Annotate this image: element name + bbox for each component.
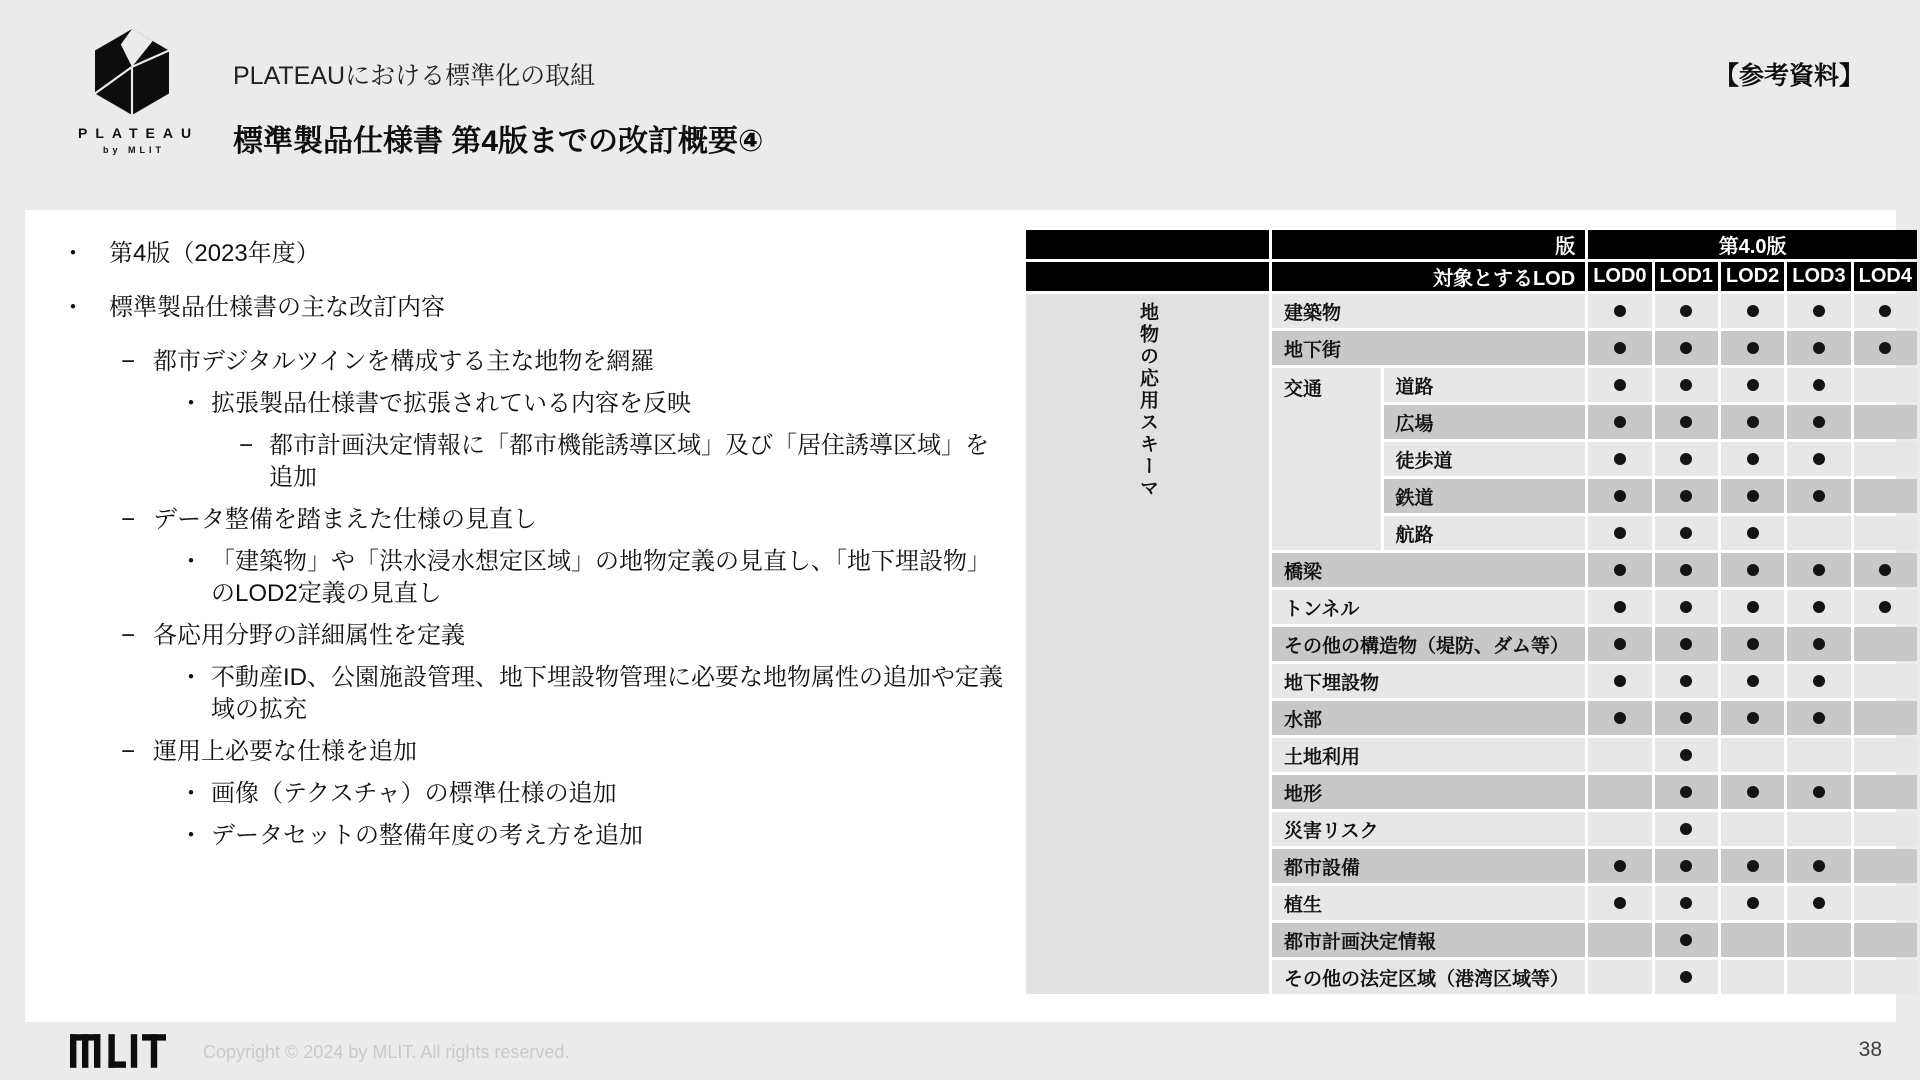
lod-dot: [1747, 564, 1759, 576]
lod-cell: [1655, 294, 1718, 328]
lod-dot: [1813, 490, 1825, 502]
lod-dot: [1680, 749, 1692, 761]
lod-cell: [1787, 812, 1850, 846]
lod-cell: [1588, 442, 1651, 476]
lod-cell: [1655, 886, 1718, 920]
lod-dot: [1747, 416, 1759, 428]
feature-label: 都市計画決定情報: [1272, 923, 1585, 957]
feature-label: 植生: [1272, 886, 1585, 920]
bullet-text: データセットの整備年度の考え方を追加: [211, 822, 643, 849]
lod-cell: [1588, 775, 1651, 809]
lod-cell: [1655, 849, 1718, 883]
lod-cell: [1655, 442, 1718, 476]
version-header-row: [1026, 230, 1917, 259]
lod-dot: [1813, 712, 1825, 724]
lod-dot: [1614, 416, 1626, 428]
lod-cell: [1787, 775, 1850, 809]
lod-cell: [1655, 812, 1718, 846]
lod-cell: [1854, 368, 1917, 402]
lod-dot: [1813, 860, 1825, 872]
bullet-text: 都市計画決定情報に「都市機能誘導区域」及び「居住誘導区域」を追加: [269, 432, 989, 491]
lod-cell: [1721, 812, 1784, 846]
lod-column-header: LOD4: [1854, 262, 1917, 291]
lod-cell: [1588, 479, 1651, 513]
lod-dot: [1747, 342, 1759, 354]
lod-dot: [1680, 897, 1692, 909]
lod-dot: [1680, 453, 1692, 465]
lod-cell: [1721, 664, 1784, 698]
lod-cell: [1721, 590, 1784, 624]
bullet-item: [55, 778, 1003, 810]
mlit-logo: [70, 1034, 166, 1073]
lod-dot: [1614, 638, 1626, 650]
lod-dot: [1680, 564, 1692, 576]
lod-dot: [1614, 453, 1626, 465]
lod-cell: [1721, 442, 1784, 476]
lod-cell: [1655, 738, 1718, 772]
lod-cell: [1854, 812, 1917, 846]
lod-cell: [1588, 664, 1651, 698]
lod-cell: [1588, 701, 1651, 735]
lod-cell: [1854, 701, 1917, 735]
lod-cell: [1854, 738, 1917, 772]
lod-dot: [1680, 823, 1692, 835]
lod-cell: [1588, 294, 1651, 328]
bullet-text: 各応用分野の詳細属性を定義: [153, 622, 465, 649]
lod-cell: [1854, 627, 1917, 661]
version-label: 版: [1272, 230, 1585, 259]
lod-dot: [1747, 527, 1759, 539]
lod-cell: [1787, 923, 1850, 957]
lod-dot: [1680, 342, 1692, 354]
bullet-marker: ・: [179, 390, 203, 417]
bullet-text: データ整備を踏まえた仕様の見直し: [153, 506, 537, 533]
feature-label: 広場: [1384, 405, 1586, 439]
lod-table: [1023, 227, 1920, 997]
lod-cell: [1588, 960, 1651, 994]
lod-cell: [1854, 442, 1917, 476]
lod-cell: [1588, 590, 1651, 624]
lod-cell: [1655, 553, 1718, 587]
lod-table-body: [1026, 294, 1917, 994]
lod-dot: [1813, 564, 1825, 576]
lod-dot: [1614, 490, 1626, 502]
lod-cell: [1854, 405, 1917, 439]
schema-side-cell: [1026, 294, 1269, 994]
plateau-cube-icon: [89, 26, 175, 118]
lod-cell: [1787, 664, 1850, 698]
lod-cell: [1655, 516, 1718, 550]
lod-dot: [1614, 860, 1626, 872]
lod-cell: [1854, 664, 1917, 698]
bullet-text: 不動産ID、公園施設管理、地下埋設物管理に必要な地物属性の追加や定義域の拡充: [211, 664, 1003, 723]
lod-dot: [1614, 712, 1626, 724]
lod-dot: [1680, 601, 1692, 613]
lod-cell: [1655, 368, 1718, 402]
lod-dot: [1680, 860, 1692, 872]
lod-dot: [1813, 638, 1825, 650]
lod-cell: [1588, 627, 1651, 661]
lod-cell: [1787, 442, 1850, 476]
lod-dot: [1680, 675, 1692, 687]
feature-label: 航路: [1384, 516, 1586, 550]
schema-side-label: 地物の応用スキーマ: [1137, 302, 1158, 500]
lod-cell: [1588, 886, 1651, 920]
lod-dot: [1747, 305, 1759, 317]
lod-cell: [1854, 886, 1917, 920]
lod-dot: [1614, 897, 1626, 909]
lod-dot: [1813, 379, 1825, 391]
lod-dot: [1680, 934, 1692, 946]
bullet-item: [55, 388, 1003, 420]
lod-dot: [1879, 564, 1891, 576]
lod-column-header: LOD1: [1655, 262, 1718, 291]
lod-cell: [1721, 960, 1784, 994]
lod-cell: [1721, 627, 1784, 661]
lod-cell: [1721, 479, 1784, 513]
lod-cell: [1655, 331, 1718, 365]
lod-dot: [1813, 416, 1825, 428]
copyright-text: Copyright © 2024 by MLIT. All rights reserved.: [203, 1042, 570, 1062]
lod-cell: [1854, 294, 1917, 328]
feature-label: 水部: [1272, 701, 1585, 735]
lod-dot: [1680, 971, 1692, 983]
lod-dot: [1614, 564, 1626, 576]
lod-dot: [1747, 897, 1759, 909]
feature-label: 鉄道: [1384, 479, 1586, 513]
lod-cell: [1854, 553, 1917, 587]
bullet-item: [55, 820, 1003, 852]
lod-cell: [1854, 775, 1917, 809]
lod-cell: [1787, 405, 1850, 439]
feature-label: その他の法定区域（港湾区域等）: [1272, 960, 1585, 994]
bullet-item: [55, 292, 1003, 324]
bullet-marker: −: [121, 348, 136, 375]
lod-cell: [1588, 923, 1651, 957]
lod-dot: [1680, 712, 1692, 724]
bullet-text: 画像（テクスチャ）の標準仕様の追加: [211, 780, 617, 807]
lod-cell: [1721, 923, 1784, 957]
lod-cell: [1787, 294, 1850, 328]
plateau-logo-brand: PLATEAU: [78, 125, 200, 141]
lod-dot: [1747, 490, 1759, 502]
bullet-item: [55, 504, 1003, 536]
bullet-marker: −: [121, 738, 136, 765]
lod-cell: [1655, 960, 1718, 994]
lod-cell: [1854, 331, 1917, 365]
bullet-item: [55, 620, 1003, 652]
lod-dot: [1813, 305, 1825, 317]
version-value: 第4.0版: [1588, 230, 1917, 259]
lod-cell: [1588, 553, 1651, 587]
lod-cell: [1721, 294, 1784, 328]
lod-cell: [1588, 738, 1651, 772]
lod-label: 対象とするLOD: [1272, 262, 1585, 291]
lod-dot: [1747, 675, 1759, 687]
bullet-list: [55, 238, 1003, 862]
lod-cell: [1588, 405, 1651, 439]
bullet-marker: −: [239, 432, 254, 459]
lod-dot: [1879, 342, 1891, 354]
bullet-item: [55, 736, 1003, 768]
lod-cell: [1655, 701, 1718, 735]
slide-eyebrow: PLATEAUにおける標準化の取組: [233, 62, 596, 90]
lod-dot: [1813, 897, 1825, 909]
lod-header-row: [1026, 262, 1917, 291]
lod-dot: [1747, 786, 1759, 798]
lod-cell: [1721, 553, 1784, 587]
lod-dot: [1680, 416, 1692, 428]
lod-cell: [1854, 923, 1917, 957]
lod-cell: [1721, 405, 1784, 439]
lod-dot: [1680, 305, 1692, 317]
lod-cell: [1787, 590, 1850, 624]
lod-cell: [1655, 923, 1718, 957]
lod-cell: [1854, 849, 1917, 883]
lod-cell: [1787, 701, 1850, 735]
lod-cell: [1721, 516, 1784, 550]
reference-tag: 【参考資料】: [1713, 62, 1864, 90]
bullet-marker: ・: [61, 294, 85, 321]
lod-cell: [1721, 331, 1784, 365]
lod-cell: [1787, 553, 1850, 587]
feature-label: トンネル: [1272, 590, 1585, 624]
lod-dot: [1813, 342, 1825, 354]
feature-label: 災害リスク: [1272, 812, 1585, 846]
lod-dot: [1879, 601, 1891, 613]
lod-column-header: LOD2: [1721, 262, 1784, 291]
lod-cell: [1588, 331, 1651, 365]
lod-cell: [1721, 775, 1784, 809]
bullet-text: 標準製品仕様書の主な改訂内容: [109, 294, 445, 321]
lod-cell: [1588, 368, 1651, 402]
lod-dot: [1680, 638, 1692, 650]
bullet-marker: ・: [61, 240, 85, 267]
bullet-marker: ・: [179, 548, 203, 575]
bullet-item: [55, 662, 1003, 726]
bullet-marker: −: [121, 622, 136, 649]
lod-dot: [1813, 453, 1825, 465]
page-number: 38: [1858, 1038, 1882, 1061]
feature-label: 地形: [1272, 775, 1585, 809]
lod-cell: [1854, 516, 1917, 550]
bullet-text: 第4版（2023年度）: [109, 240, 320, 267]
header-corner-cell: [1026, 230, 1269, 259]
lod-cell: [1655, 590, 1718, 624]
lod-column-header: LOD0: [1588, 262, 1651, 291]
feature-label: 橋梁: [1272, 553, 1585, 587]
mlit-logo-icon: [70, 1034, 166, 1068]
bullet-marker: −: [121, 506, 136, 533]
header-corner-cell: [1026, 262, 1269, 291]
feature-label: その他の構造物（堤防、ダム等）: [1272, 627, 1585, 661]
lod-cell: [1721, 886, 1784, 920]
lod-cell: [1787, 960, 1850, 994]
lod-cell: [1721, 701, 1784, 735]
group-label-cell: 交通: [1272, 368, 1381, 550]
lod-cell: [1655, 664, 1718, 698]
lod-cell: [1655, 405, 1718, 439]
feature-label: 地下埋設物: [1272, 664, 1585, 698]
lod-cell: [1787, 886, 1850, 920]
lod-dot: [1614, 527, 1626, 539]
lod-dot: [1747, 860, 1759, 872]
bullet-text: 運用上必要な仕様を追加: [153, 738, 417, 765]
plateau-logo: [70, 26, 200, 155]
lod-cell: [1655, 775, 1718, 809]
bullet-text: 都市デジタルツインを構成する主な地物を網羅: [153, 348, 655, 375]
lod-cell: [1854, 590, 1917, 624]
feature-label: 地下街: [1272, 331, 1585, 365]
bullet-item: [55, 238, 1003, 270]
lod-cell: [1721, 849, 1784, 883]
lod-cell: [1787, 849, 1850, 883]
lod-cell: [1787, 627, 1850, 661]
lod-cell: [1655, 479, 1718, 513]
lod-cell: [1721, 368, 1784, 402]
lod-cell: [1655, 627, 1718, 661]
lod-column-header: LOD3: [1787, 262, 1850, 291]
bullet-marker: ・: [179, 822, 203, 849]
bullet-item: [55, 346, 1003, 378]
lod-dot: [1813, 675, 1825, 687]
lod-cell: [1588, 812, 1651, 846]
bullet-item: [55, 546, 1003, 610]
lod-dot: [1680, 786, 1692, 798]
bullet-text: 「建築物」や「洪水浸水想定区域」の地物定義の見直し、「地下埋設物」のLOD2定義の見直し: [211, 548, 991, 607]
lod-cell: [1588, 849, 1651, 883]
lod-cell: [1787, 331, 1850, 365]
lod-cell: [1854, 479, 1917, 513]
lod-dot: [1614, 342, 1626, 354]
bullet-text: 拡張製品仕様書で拡張されている内容を反映: [211, 390, 691, 417]
lod-cell: [1787, 516, 1850, 550]
page-title: 標準製品仕様書 第4版までの改訂概要④: [233, 125, 764, 158]
lod-dot: [1614, 305, 1626, 317]
lod-dot: [1614, 675, 1626, 687]
lod-dot: [1680, 527, 1692, 539]
lod-dot: [1879, 305, 1891, 317]
feature-label: 土地利用: [1272, 738, 1585, 772]
lod-cell: [1854, 960, 1917, 994]
feature-label: 都市設備: [1272, 849, 1585, 883]
lod-dot: [1614, 379, 1626, 391]
lod-dot: [1614, 601, 1626, 613]
lod-dot: [1813, 601, 1825, 613]
lod-dot: [1747, 379, 1759, 391]
lod-dot: [1747, 453, 1759, 465]
bullet-marker: ・: [179, 780, 203, 807]
bullet-marker: ・: [179, 664, 203, 691]
lod-cell: [1721, 738, 1784, 772]
lod-dot: [1747, 638, 1759, 650]
lod-dot: [1813, 786, 1825, 798]
lod-cell: [1787, 368, 1850, 402]
lod-dot: [1680, 379, 1692, 391]
bullet-item: [55, 430, 1003, 494]
feature-label: 道路: [1384, 368, 1586, 402]
lod-cell: [1588, 516, 1651, 550]
feature-label: 建築物: [1272, 294, 1585, 328]
table-row: [1026, 294, 1917, 328]
lod-cell: [1787, 738, 1850, 772]
plateau-logo-sub: by MLIT: [103, 145, 165, 155]
lod-dot: [1680, 490, 1692, 502]
feature-label: 徒歩道: [1384, 442, 1586, 476]
lod-dot: [1747, 601, 1759, 613]
lod-cell: [1787, 479, 1850, 513]
lod-dot: [1747, 712, 1759, 724]
